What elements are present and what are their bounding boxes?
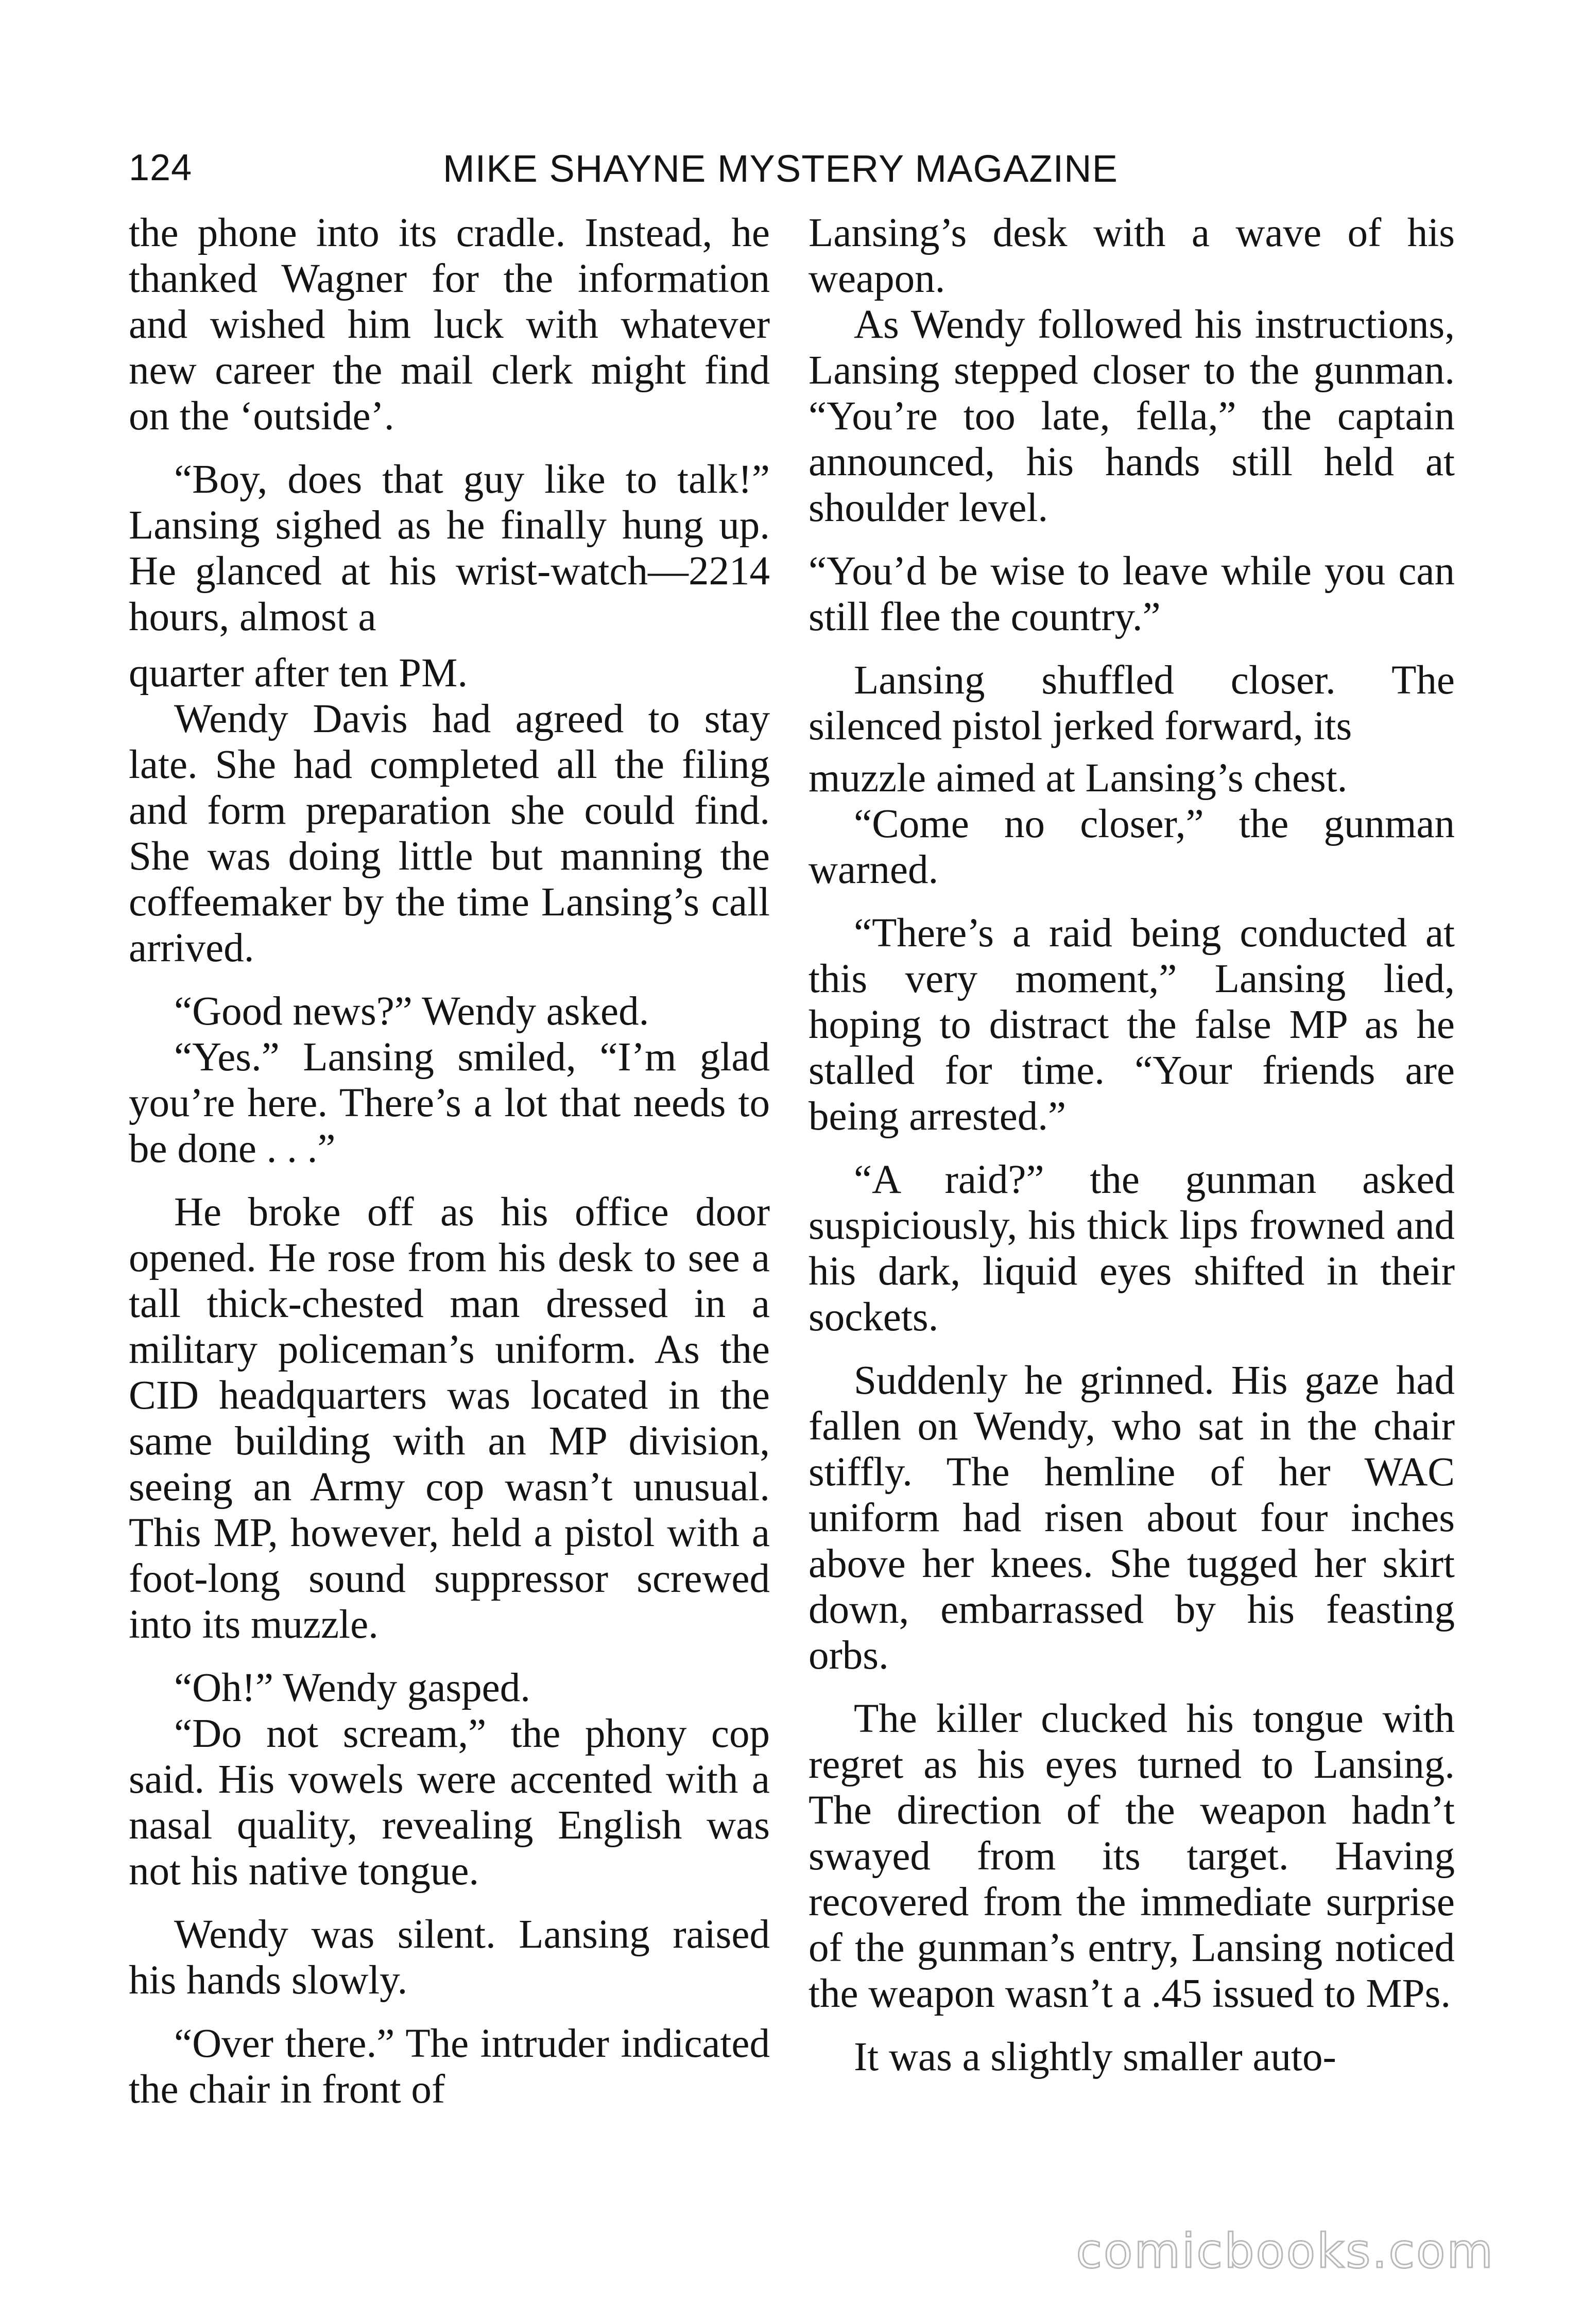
paragraph: “Boy, does that guy like to talk!” Lansing sighed as he finally hung up. He glanced at his wrist-watch—2214 hours, almost a: [129, 457, 770, 639]
paragraph: Wendy was silent. Lansing raised his hands slowly.: [129, 1912, 770, 2003]
paragraph: “Good news?” Wendy asked.: [174, 989, 649, 1034]
paragraph: Wendy Davis had agreed to stay late. She had completed all the filing and form preparation she could find. She was doing little but manning the coffeemaker by the time Lansing’s call arrived.: [129, 697, 770, 970]
paragraph: “Do not scream,” the phony cop said. His vowels were accented with a nasal quality, revealing English was not his native tongue.: [129, 1711, 770, 1894]
running-head: MIKE SHAYNE MYSTERY MAGAZINE: [443, 147, 1118, 190]
paragraph: Lansing shuffled closer. The silenced pistol jerked forward, its: [809, 658, 1455, 749]
paragraph: The killer clucked his tongue with regret as his eyes turned to Lansing. The direction of the weapon hadn’t swayed from its target. Having recovered from the immediate surprise of the gunman’s entry, Lansing noticed the weapon wasn’t a .45 issued to MPs.: [809, 1696, 1455, 2016]
paragraph: “Yes.” Lansing smiled, “I’m glad you’re here. There’s a lot that needs to be done . . .”: [129, 1035, 770, 1171]
paragraph: As Wendy followed his instructions, Lansing stepped closer to the gunman. “You’re too late, fella,” the captain announced, his hands still held at shoulder level.: [809, 302, 1455, 530]
paragraph: the phone into its cradle. Instead, he thanked Wagner for the information and wished him luck with whatever new career the mail clerk might find on the ‘outside’.: [129, 211, 770, 439]
paragraph: “Come no closer,” the gunman warned.: [809, 802, 1455, 892]
paragraph: “Over there.” The intruder indicated the chair in front of: [129, 2021, 770, 2112]
left-column: [129, 210, 770, 2112]
paragraph: quarter after ten PM.: [129, 651, 468, 696]
paragraph: Lansing’s desk with a wave of his weapon.: [809, 211, 1455, 301]
page-number: 124: [129, 147, 193, 188]
paragraph: “A raid?” the gunman asked suspiciously, his thick lips frowned and his dark, liquid eyes shifted in their sockets.: [809, 1157, 1455, 1340]
paragraph: “You’d be wise to leave while you can still flee the country.”: [809, 549, 1455, 639]
page-header: [129, 147, 1457, 203]
paragraph: Suddenly he grinned. His gaze had fallen on Wendy, who sat in the chair stiffly. The hemline of her WAC uniform had risen about four inches above her knees. She tugged her skirt down, embarrassed by his feasting orbs.: [809, 1358, 1455, 1678]
watermark: comicbooks.com: [1076, 2224, 1494, 2279]
paragraph: “Oh!” Wendy gasped.: [174, 1666, 530, 1710]
paragraph: It was a slightly smaller auto-: [854, 2035, 1336, 2079]
right-column: [809, 210, 1455, 2080]
paragraph: He broke off as his office door opened. He rose from his desk to see a tall thick-chested man dressed in a military policeman’s uniform. As the CID headquarters was located in the same building with an MP division, seeing an Army cop wasn’t unusual. This MP, however, held a pistol with a foot-long sound suppressor screwed into its muzzle.: [129, 1190, 770, 1647]
paragraph: muzzle aimed at Lansing’s chest.: [809, 756, 1348, 801]
paragraph: “There’s a raid being conducted at this very moment,” Lansing lied, hoping to distract the false MP as he stalled for time. “Your friends are being arrested.”: [809, 911, 1455, 1139]
